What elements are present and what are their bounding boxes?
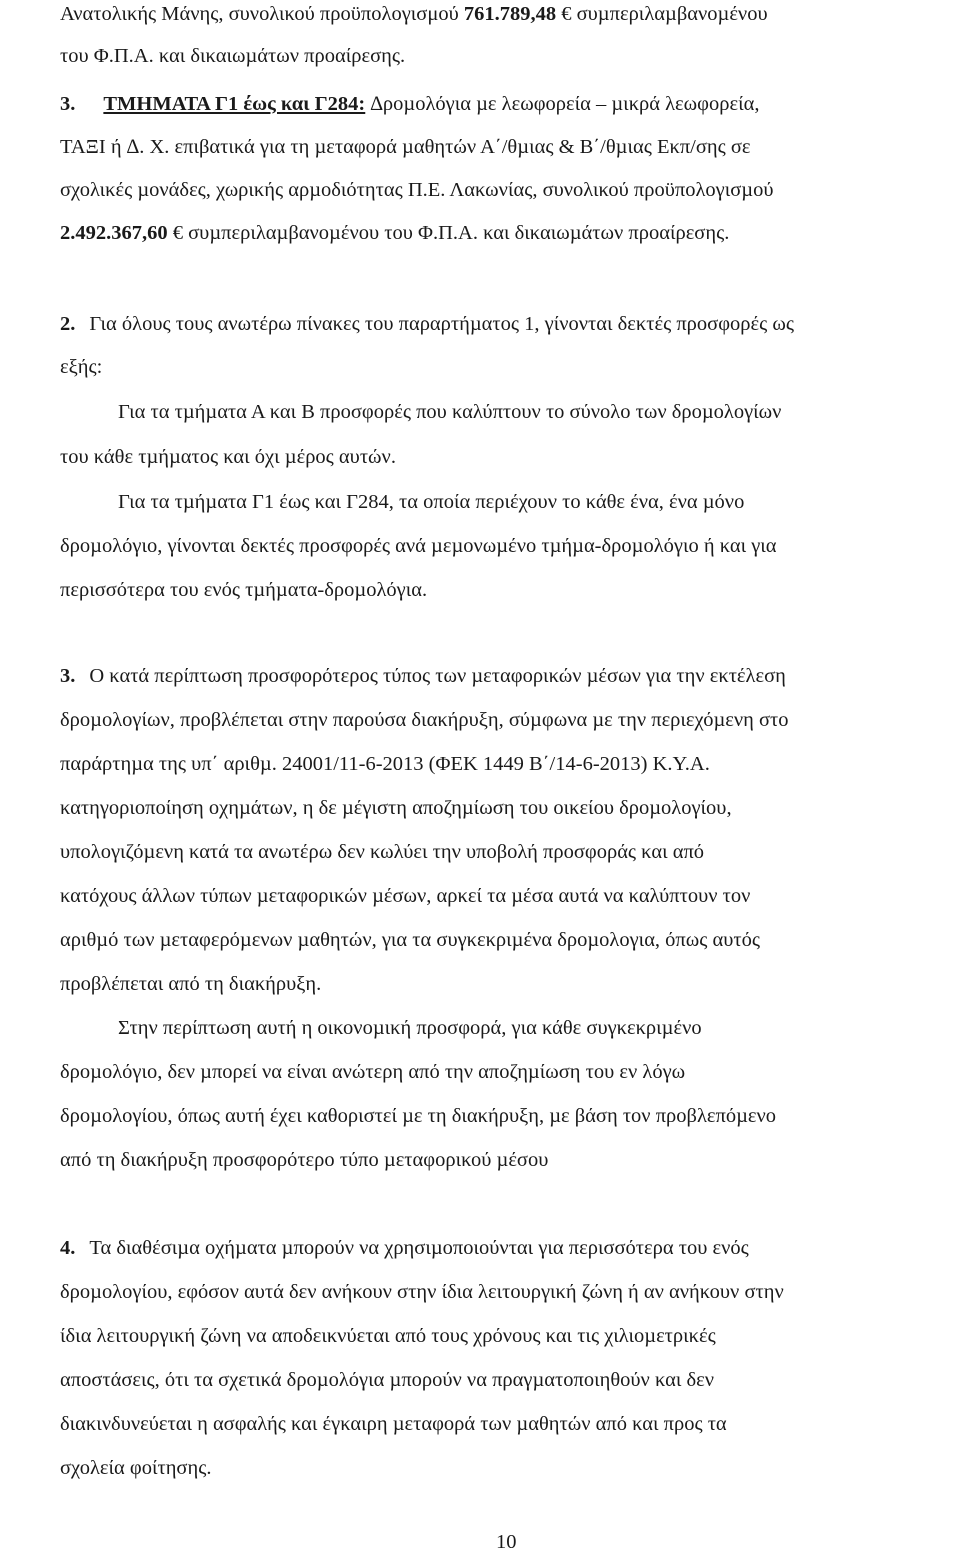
text-line: σχολικές µονάδες, χωρικής αρµοδιότητας Π.Ε. Λακωνίας, συνολικού προϋπολογισµού: [60, 179, 774, 201]
text-line: σχολεία φοίτησης.: [60, 1457, 212, 1479]
text-line: αποστάσεις, ότι τα σχετικά δροµολόγια µπορούν να πραγµατοποιηθούν και δεν: [60, 1369, 715, 1391]
text-line: Για τα τµήµατα Α και Β προσφορές που καλύπτουν το σύνολο των δροµολογίων: [118, 401, 782, 423]
text-line: δροµολογίων, προβλέπεται στην παρούσα διακήρυξη, σύµφωνα µε την περιεχόµενη στο: [60, 709, 789, 731]
text-line: παράρτηµα της υπ΄ αριθµ. 24001/11-6-2013 (ΦΕΚ 1449 Β΄/14-6-2013) Κ.Υ.Α.: [60, 753, 710, 775]
text-run: Ο κατά περίπτωση προσφορότερος τύπος των µεταφορικών µέσων για την εκτέλεση: [89, 665, 786, 687]
text-line: προβλέπεται από τη διακήρυξη.: [60, 973, 322, 995]
text-run: € συµπεριλαµβανοµένου του Φ.Π.Α. και δικαιωµάτων προαίρεσης.: [172, 222, 730, 244]
text-line: κατόχους άλλων τύπων µεταφορικών µέσων, αρκεί τα µέσα αυτά να καλύπτουν τον: [60, 885, 751, 907]
text-run: Τα διαθέσιµα οχήµατα µπορούν να χρησιµοποιούνται για περισσότερα του ενός: [89, 1237, 749, 1259]
text-line: του Φ.Π.Α. και δικαιωµάτων προαίρεσης.: [60, 45, 406, 67]
section-number: 3.: [60, 93, 76, 115]
text-line: αριθµό των µεταφερόµενων µαθητών, για τα συγκεκριµένα δροµολογια, όπως αυτός: [60, 929, 761, 951]
section-number: 3.: [60, 665, 76, 687]
amount: 761.789,48: [463, 3, 562, 25]
text-run: ∆ροµολόγια µε λεωφορεία – µικρά λεωφορεία,: [365, 93, 760, 115]
text-line: [60, 1236, 749, 1260]
text-line: περισσότερα του ενός τµήµατα-δροµολόγια.: [60, 579, 428, 601]
text-line: ΤΑΞΙ ή ∆. Χ. επιβατικά για τη µεταφορά µαθητών Α΄/θµιας & Β΄/θµιας Εκπ/σης σε: [60, 136, 751, 158]
text-line: δροµολογίου, εφόσον αυτά δεν ανήκουν στην ίδια λειτουργική ζώνη ή αν ανήκουν στην: [60, 1281, 784, 1303]
section-number: 4.: [60, 1237, 76, 1259]
text-line: Στην περίπτωση αυτή η οικονοµική προσφορά, για κάθε συγκεκριµένο: [118, 1017, 702, 1039]
text-line: [60, 92, 759, 116]
text-line: Για τα τµήµατα Γ1 έως και Γ284, τα οποία περιέχουν το κάθε ένα, ένα µόνο: [118, 491, 745, 513]
text-line: [60, 221, 729, 245]
text-line: υπολογιζόµενη κατά τα ανωτέρω δεν κωλύει την υποβολή προσφοράς και από: [60, 841, 705, 863]
text-line: [60, 2, 768, 26]
text-line: [60, 664, 786, 688]
text-run: Για όλους τους ανωτέρω πίνακες του παραρτήµατος 1, γίνονται δεκτές προσφορές ως: [89, 313, 794, 335]
page-number: 10: [496, 1531, 517, 1553]
text-line: διακινδυνεύεται η ασφαλής και έγκαιρη µεταφορά των µαθητών από και προς τα: [60, 1413, 727, 1435]
amount: 2.492.367,60: [60, 222, 173, 244]
text-line: από τη διακήρυξη προσφορότερο τύπο µεταφορικού µέσου: [60, 1149, 549, 1171]
section-heading: ΤΜΗΜΑΤΑ Γ1 έως και Γ284:: [103, 93, 366, 115]
text-line: εξής:: [60, 356, 103, 378]
text-line: δροµολόγιο, γίνονται δεκτές προσφορές ανά µεµονωµένο τµήµα-δροµολόγιο ή και για: [60, 535, 777, 557]
text-line: του κάθε τµήµατος και όχι µέρος αυτών.: [60, 446, 396, 468]
text-run: Ανατολικής Μάνης, συνολικού προϋπολογισμού: [60, 3, 464, 25]
text-line: δροµολογίου, όπως αυτή έχει καθοριστεί µε τη διακήρυξη, µε βάση τον προβλεπόµενο: [60, 1105, 777, 1127]
text-line: ίδια λειτουργική ζώνη να αποδεικνύεται από τους χρόνους και τις χιλιοµετρικές: [60, 1325, 716, 1347]
section-number: 2.: [60, 313, 76, 335]
text-line: δροµολόγιο, δεν µπορεί να είναι ανώτερη από την αποζηµίωση του εν λόγω: [60, 1061, 686, 1083]
text-line: κατηγοριοποίηση οχηµάτων, η δε µέγιστη αποζηµίωση του οικείου δροµολογίου,: [60, 797, 732, 819]
text-run: € συµπεριλαµβανοµένου: [561, 3, 768, 25]
text-line: [60, 312, 794, 336]
